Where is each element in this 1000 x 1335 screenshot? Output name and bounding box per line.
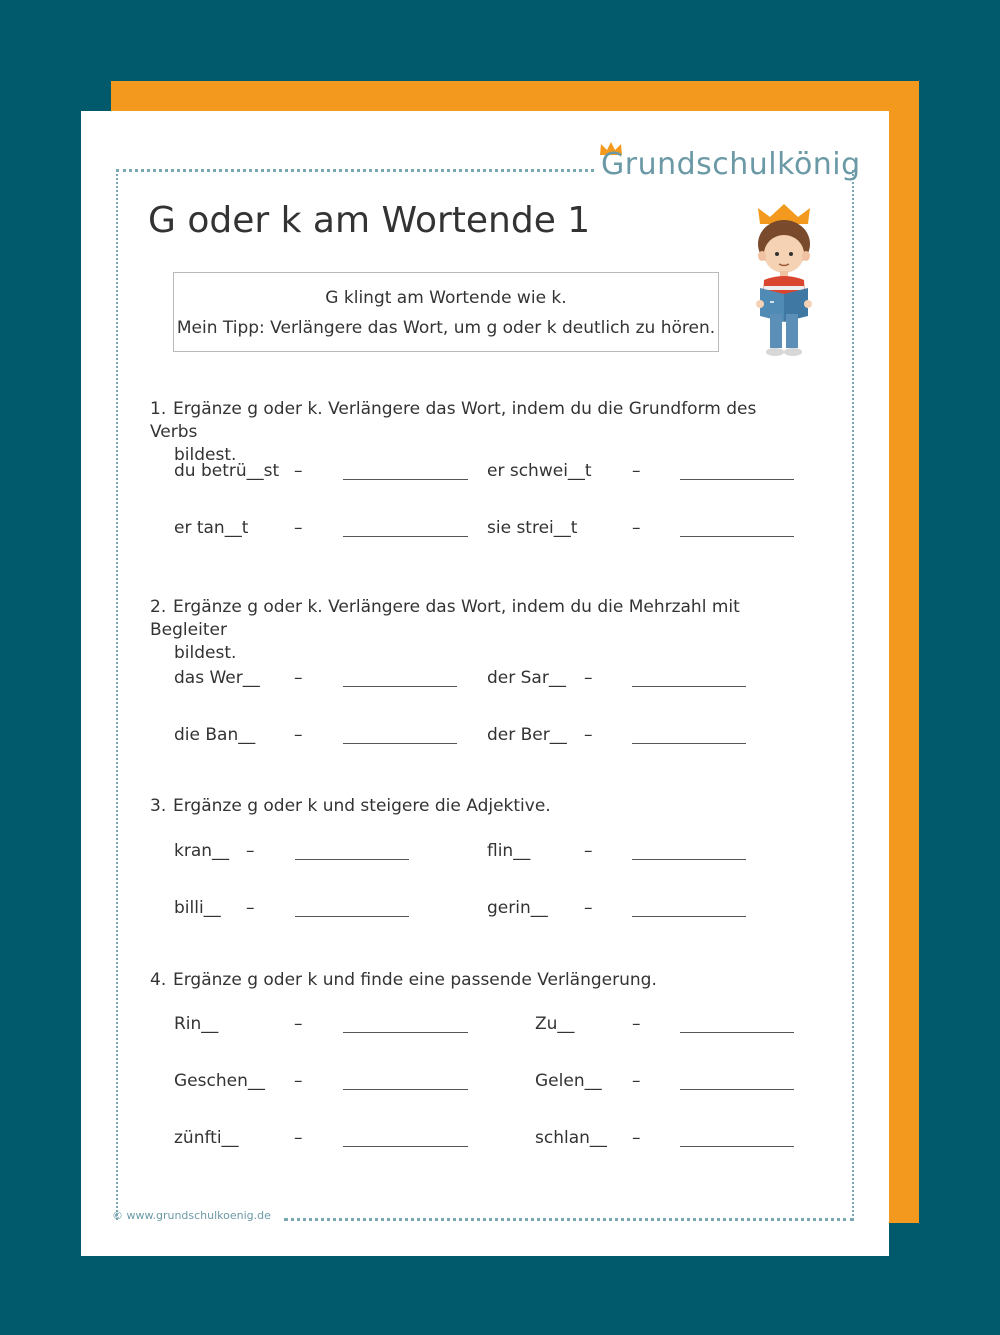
answer-line[interactable] [343,479,468,480]
task-4-item: Geschen__ [174,1071,265,1091]
tip-line-1: G klingt am Wortende wie k. [325,288,567,308]
task-2-item: der Ber__ [487,725,567,745]
task-number: 3. [150,796,167,816]
dash: – [294,1071,303,1091]
answer-line[interactable] [632,686,746,687]
answer-line[interactable] [632,743,746,744]
dash: – [584,898,593,918]
dash: – [294,1014,303,1034]
task-3-instruction [150,795,800,818]
task-4-item: Rin__ [174,1014,219,1034]
dash: – [246,898,255,918]
page-title: G oder k am Wortende 1 [148,200,591,241]
answer-line[interactable] [680,1146,794,1147]
answer-line[interactable] [632,859,746,860]
task-4-instruction [150,969,800,992]
dash: – [632,1014,641,1034]
answer-line[interactable] [680,1032,794,1033]
task-number: 2. [150,597,167,617]
dash: – [632,461,641,481]
answer-line[interactable] [343,1089,468,1090]
task-number: 1. [150,399,167,419]
answer-line[interactable] [632,916,746,917]
task-1-instruction [150,398,800,467]
task-2-item: die Ban__ [174,725,256,745]
answer-line[interactable] [343,1146,468,1147]
task-2-item: das Wer__ [174,668,260,688]
answer-line[interactable] [680,479,794,480]
task-text-cont: bildest. [174,643,237,663]
dash: – [632,518,641,538]
reading-boy-illustration [748,202,820,358]
task-3-item: billi__ [174,898,221,918]
task-2-instruction [150,596,800,665]
task-text: Ergänze g oder k und steigere die Adjektive. [173,796,551,816]
answer-line[interactable] [295,859,409,860]
dash: – [584,725,593,745]
tip-box [173,272,719,352]
task-3-item: kran__ [174,841,230,861]
brand-logo: Grundschulkönig [601,147,861,182]
task-1-item: er tan__t [174,518,249,538]
dash: – [632,1071,641,1091]
tip-line-2: Mein Tipp: Verlängere das Wort, um g oder k deutlich zu hören. [176,318,716,338]
answer-line[interactable] [295,916,409,917]
task-4-item: Zu__ [535,1014,575,1034]
dash: – [294,668,303,688]
task-1-item: er schwei__t [487,461,592,481]
task-text-cont: bildest. [174,445,237,465]
task-3-item: flin__ [487,841,531,861]
dotted-bottom-line [284,1218,854,1221]
dash: – [294,725,303,745]
task-4-item: schlan__ [535,1128,607,1148]
answer-line[interactable] [680,536,794,537]
answer-line[interactable] [343,1032,468,1033]
task-text: Ergänze g oder k. Verlängere das Wort, indem du die Mehrzahl mit Begleiter [150,597,740,640]
dash: – [584,668,593,688]
task-3-item: gerin__ [487,898,548,918]
dash: – [584,841,593,861]
task-1-item: du betrü__st [174,461,280,481]
task-4-item: zünfti__ [174,1128,239,1148]
answer-line[interactable] [343,536,468,537]
task-text: Ergänze g oder k und finde eine passende Verlängerung. [173,970,657,990]
dotted-top-line [116,169,594,172]
answer-line[interactable] [680,1089,794,1090]
dash: – [294,461,303,481]
task-text: Ergänze g oder k. Verlängere das Wort, indem du die Grundform des Verbs [150,399,757,442]
answer-line[interactable] [343,743,457,744]
task-number: 4. [150,970,167,990]
dash: – [246,841,255,861]
task-4-item: Gelen__ [535,1071,602,1091]
task-1-item: sie strei__t [487,518,578,538]
dash: – [632,1128,641,1148]
task-2-item: der Sar__ [487,668,566,688]
footer-copyright[interactable]: © www.grundschulkoenig.de [112,1209,271,1222]
dash: – [294,1128,303,1148]
dash: – [294,518,303,538]
answer-line[interactable] [343,686,457,687]
